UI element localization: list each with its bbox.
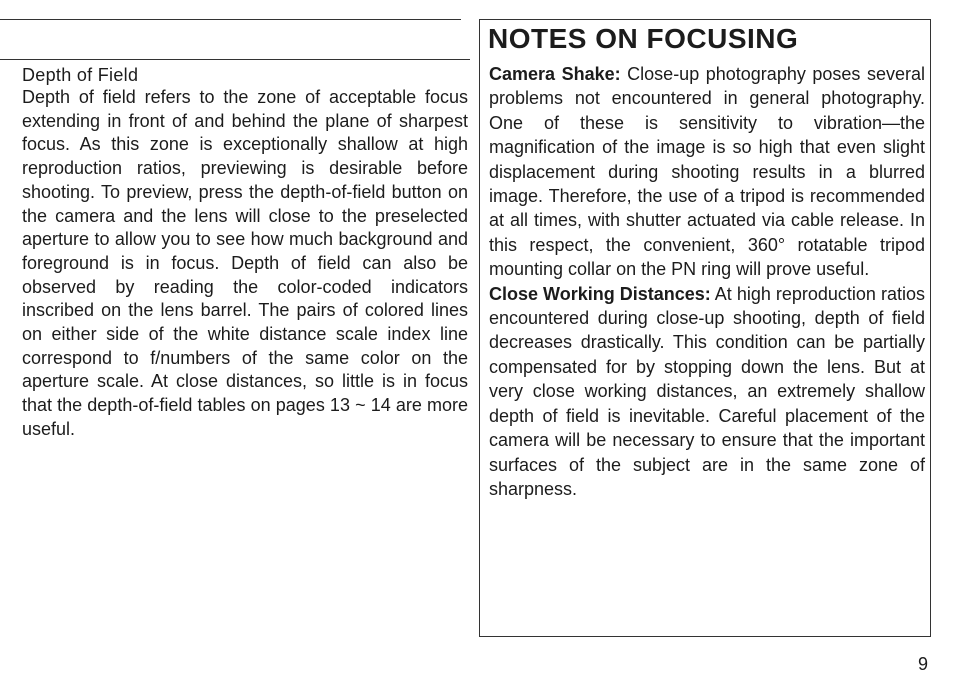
close-working-term: Close Working Distances:: [489, 283, 711, 304]
camera-shake-term: Camera Shake:: [489, 64, 621, 84]
camera-shake-paragraph: [489, 62, 925, 282]
close-working-text: At high reproduction ratios encountered during close-up shooting, depth of field decreases drastically. This condition can be partially compensated for by stopping down the lens. But at very close working distances, an extremely shallow depth of field is inevitable. Careful placement of the camera will be necessary to ensure that the important surfaces of the subject are in the same zone of sharpness.: [489, 283, 925, 499]
section-rule: [0, 59, 470, 60]
section-heading: Depth of Field: [22, 65, 139, 85]
top-rule: [0, 19, 461, 20]
notes-body: [489, 62, 925, 501]
close-working-paragraph: [489, 282, 925, 502]
notes-box: [479, 19, 931, 637]
depth-of-field-section: [22, 64, 468, 442]
page-number: 9: [917, 654, 928, 674]
camera-shake-text: Close-up photography poses several problems not encountered in general photography. One of these is sensitivity to vibration—the magnification of the image is so high that even slight displacement during shooting results in a blurred image. Therefore, the use of a tripod is recommended at all times, with shutter actuated via cable release. In this respect, the convenient, 360° rotatable tripod mounting collar on the PN ring will prove useful.: [489, 64, 925, 280]
notes-title: NOTES ON FOCUSING: [488, 23, 799, 54]
section-body: Depth of field refers to the zone of acceptable focus extending in front of and behind the plane of sharpest focus. As this zone is exceptionally shallow at high reproduction ratios, previewing is desirable before shooting. To preview, press the depth-of-field button on the camera and the lens will close to the preselected aperture to allow you to see how much background and foreground is in focus. Depth of field can also be observed by reading the color-coded indicators inscribed on the lens barrel. The pairs of colored lines on either side of the white distance scale index line correspond to f/numbers of the same color on the aperture scale. At close distances, so little is in focus that the depth-of-field tables on pages 13 ~ 14 are more useful.: [22, 87, 468, 439]
